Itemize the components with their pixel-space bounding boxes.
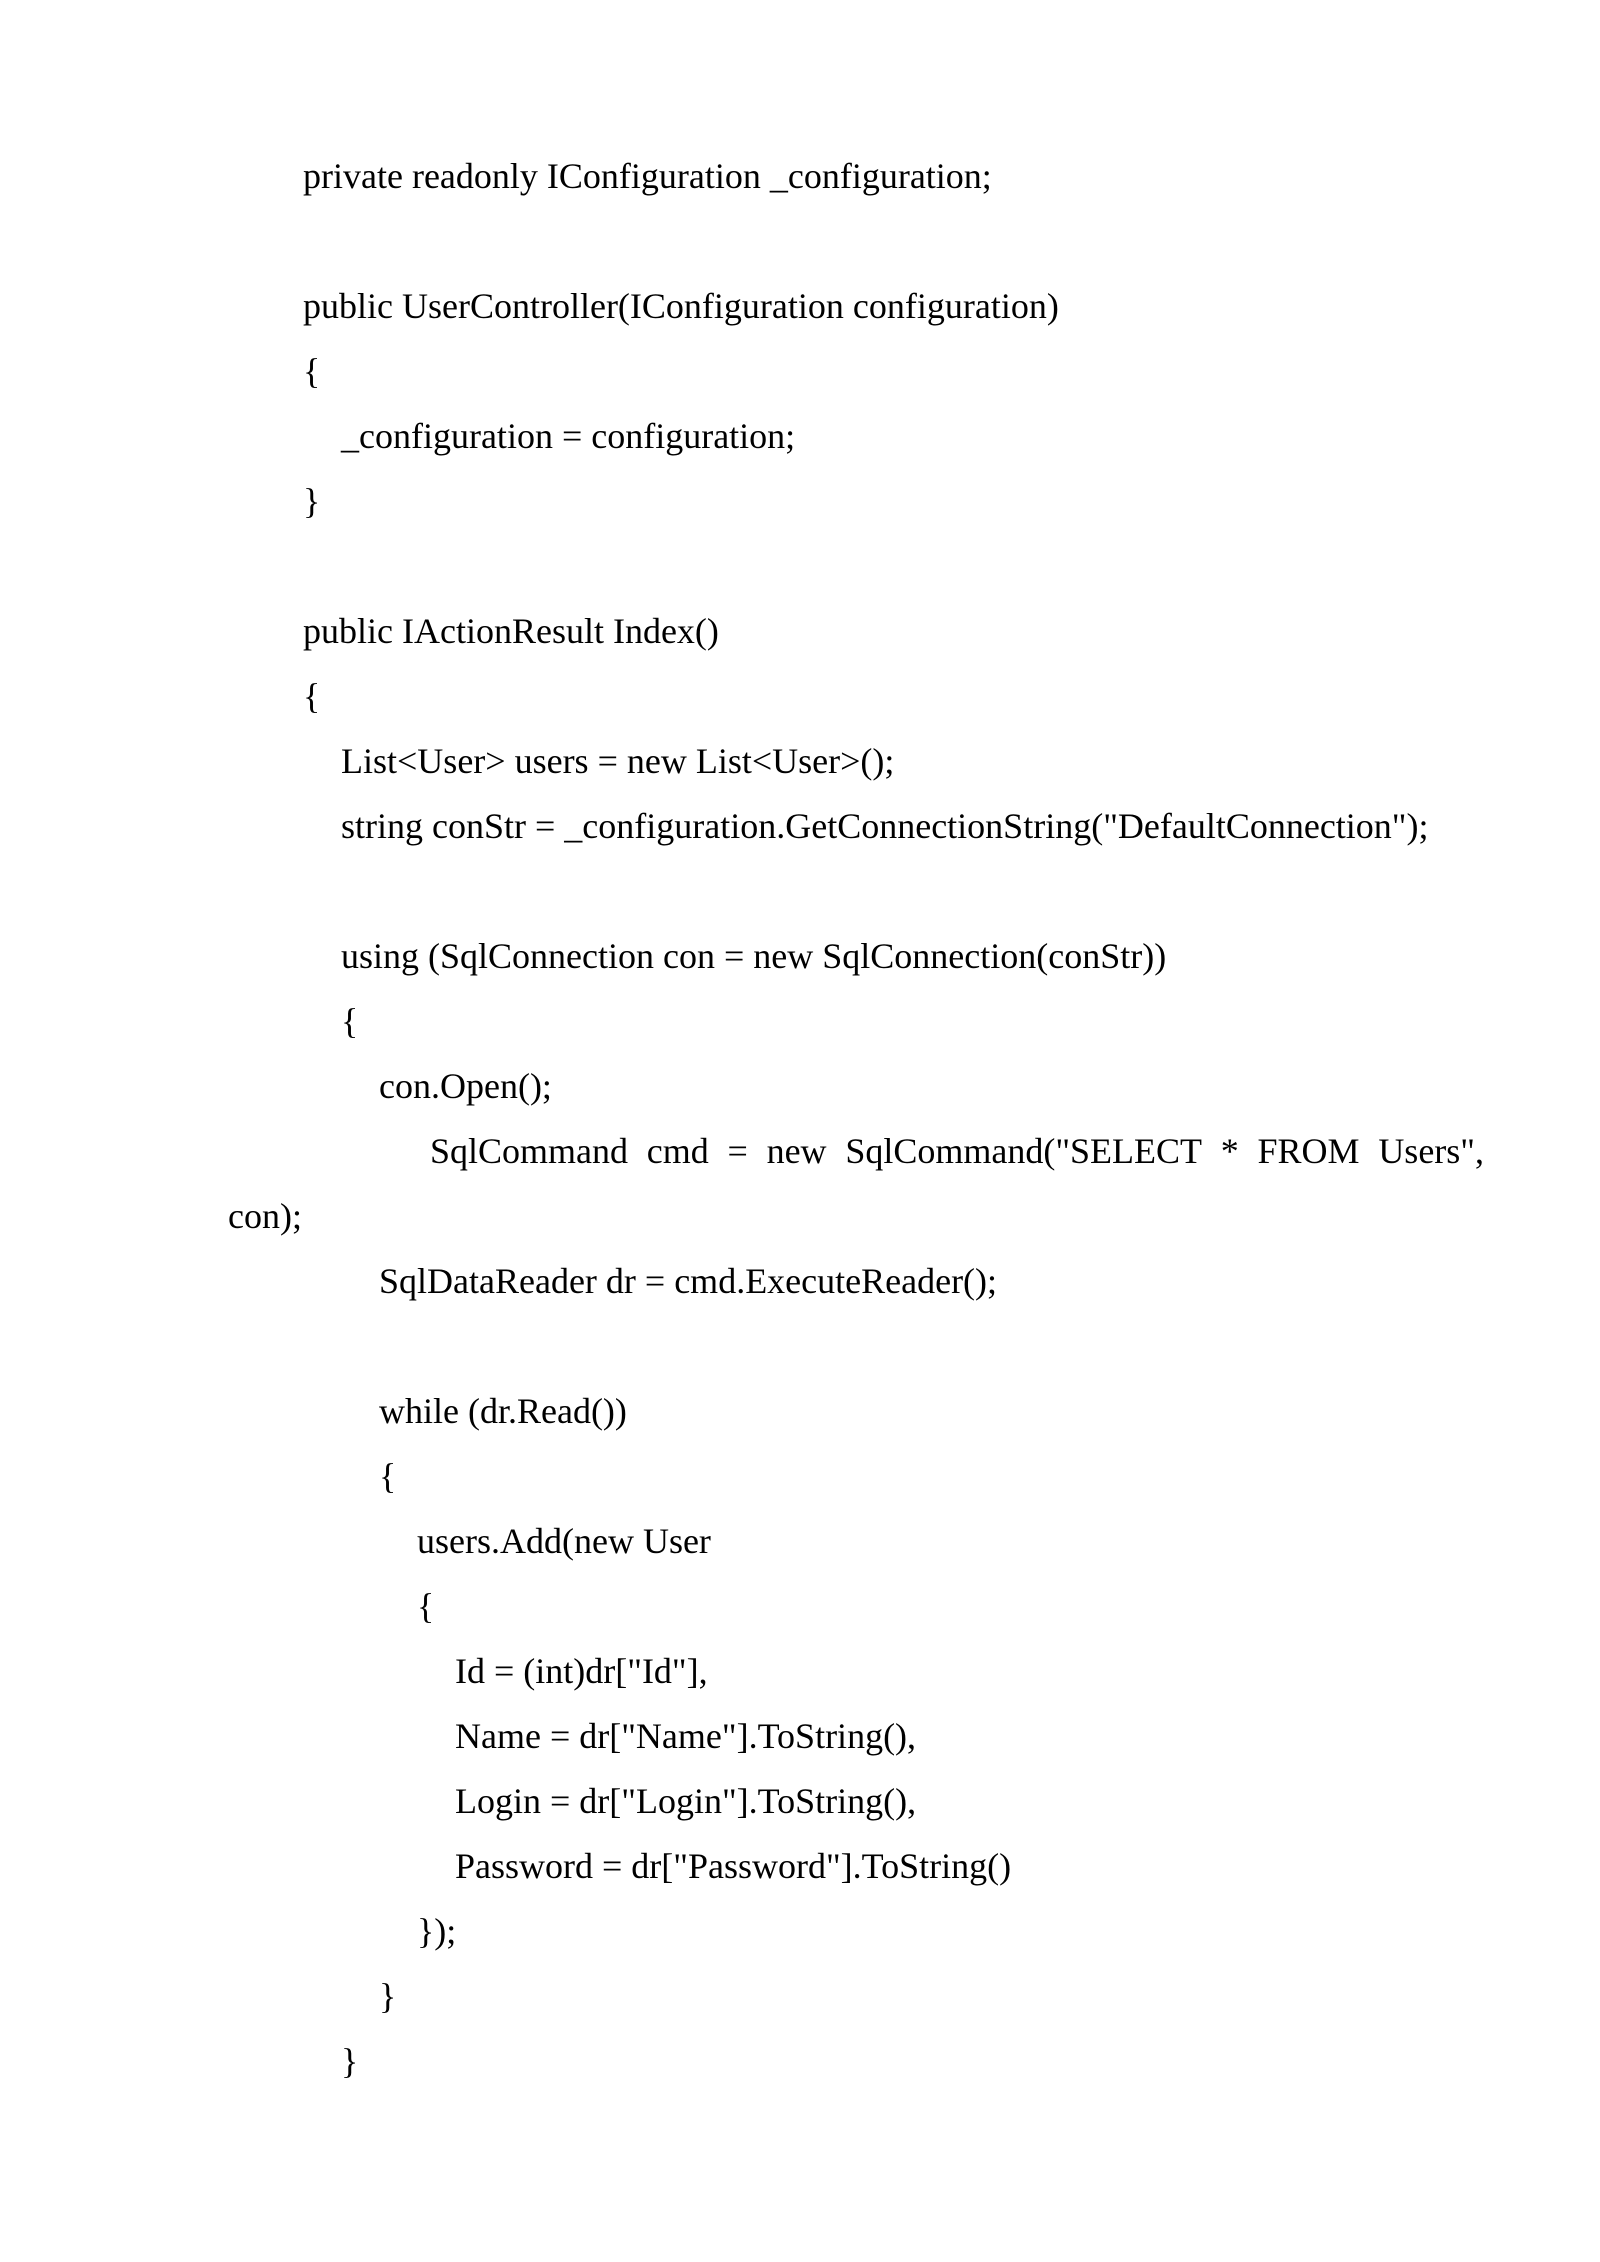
word: = xyxy=(727,1131,748,1171)
code-line-20: Id = (int)dr["Id"], xyxy=(455,1651,708,1691)
code-line-5: } xyxy=(303,481,321,521)
code-line-2: public UserController(IConfiguration configuration) xyxy=(303,286,1059,326)
code-line-26: } xyxy=(341,2041,359,2081)
code-line-12: con.Open(); xyxy=(379,1066,552,1106)
code-line-16: while (dr.Read()) xyxy=(379,1391,627,1431)
word: new xyxy=(766,1131,827,1171)
code-line-9: string conStr = _configuration.GetConnectionString("DefaultConnection"); xyxy=(341,806,1429,846)
code-line-1: private readonly IConfiguration _configuration; xyxy=(303,156,992,196)
code-line-14: con); xyxy=(228,1196,302,1236)
word: cmd xyxy=(646,1131,709,1171)
code-line-3: { xyxy=(303,351,321,391)
code-line-17: { xyxy=(379,1456,397,1496)
word: FROM xyxy=(1257,1131,1360,1171)
code-line-13-justified xyxy=(430,1129,1484,1173)
code-line-19: { xyxy=(417,1586,435,1626)
code-line-6: public IActionResult Index() xyxy=(303,611,719,651)
code-line-10: using (SqlConnection con = new SqlConnection(conStr)) xyxy=(341,936,1167,976)
word: SqlCommand("SELECT xyxy=(845,1131,1203,1171)
word: Users", xyxy=(1378,1131,1484,1171)
code-line-22: Login = dr["Login"].ToString(), xyxy=(455,1781,917,1821)
code-line-21: Name = dr["Name"].ToString(), xyxy=(455,1716,917,1756)
word: SqlCommand xyxy=(430,1131,629,1171)
word: * xyxy=(1220,1131,1239,1171)
code-line-11: { xyxy=(341,1001,359,1041)
code-line-24: }); xyxy=(417,1911,457,1951)
code-line-18: users.Add(new User xyxy=(417,1521,711,1561)
code-line-23: Password = dr["Password"].ToString() xyxy=(455,1846,1012,1886)
code-line-8: List<User> users = new List<User>(); xyxy=(341,741,895,781)
code-line-15: SqlDataReader dr = cmd.ExecuteReader(); xyxy=(379,1261,998,1301)
code-line-25: } xyxy=(379,1976,397,2016)
code-line-4: _configuration = configuration; xyxy=(341,416,796,456)
code-line-7: { xyxy=(303,676,321,716)
